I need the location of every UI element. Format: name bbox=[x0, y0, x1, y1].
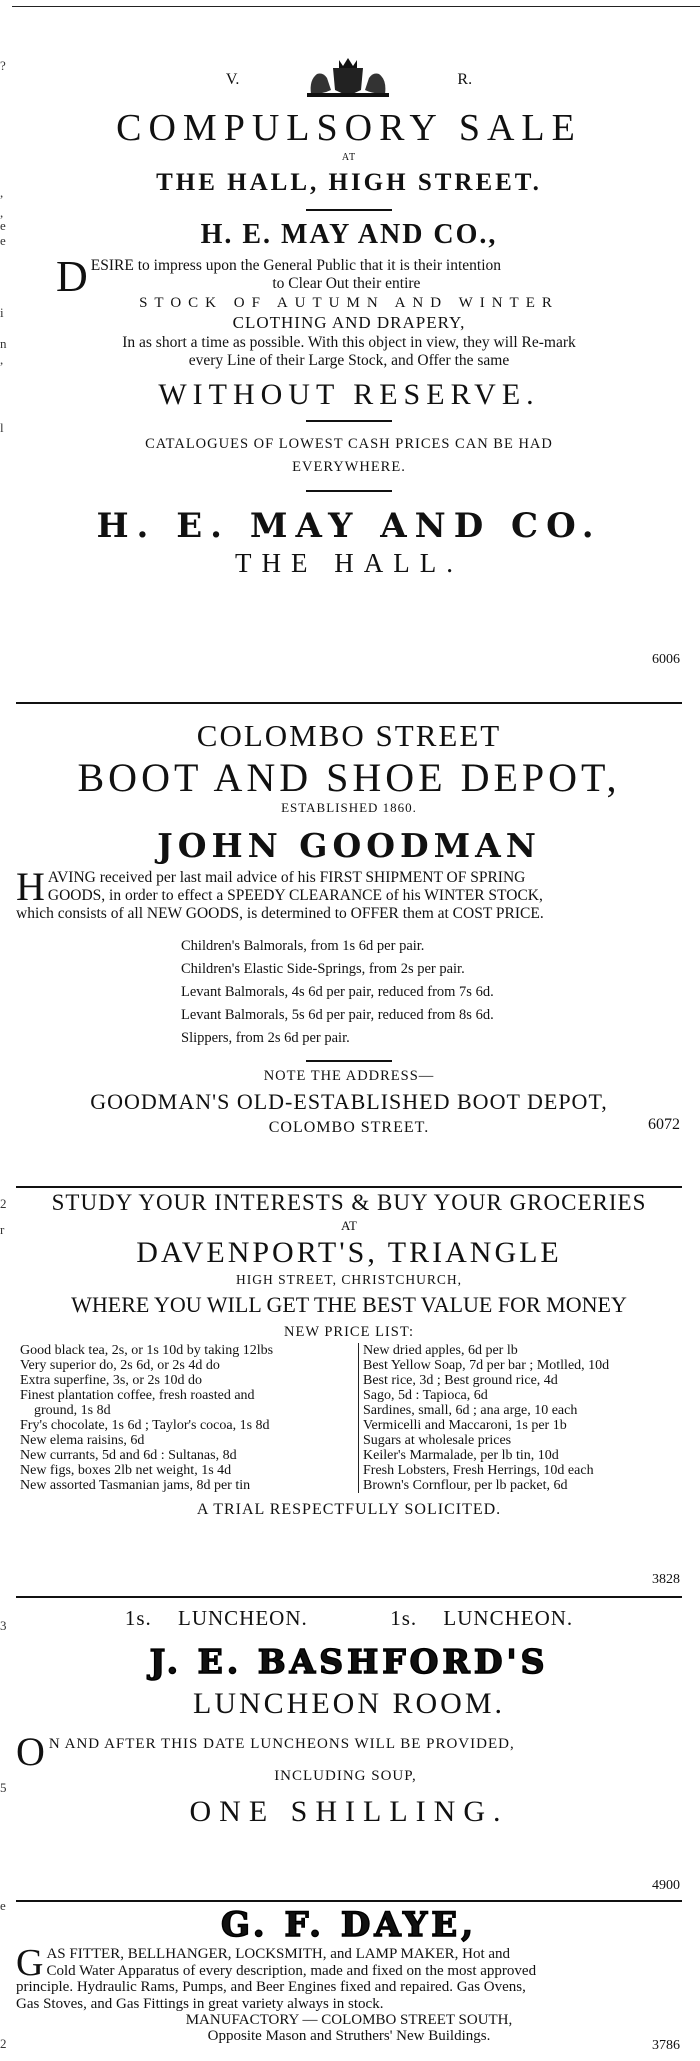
list-item: Sugars at wholesale prices bbox=[363, 1433, 512, 1448]
section-rule bbox=[16, 1596, 682, 1598]
list-item: Keiler's Marmalade, per lb tin, 10d bbox=[363, 1448, 559, 1463]
list-item: Brown's Cornflour, per lb packet, 6d bbox=[363, 1478, 568, 1493]
price-list-title: NEW PRICE LIST: bbox=[283, 1324, 414, 1340]
price-title: ONE SHILLING. bbox=[189, 1795, 509, 1828]
footer-place: THE HALL. bbox=[235, 548, 463, 578]
section-rule bbox=[16, 702, 682, 704]
value-line: WHERE YOU WILL GET THE BEST VALUE FOR MONEY bbox=[71, 1292, 627, 1317]
goodman-paragraph bbox=[16, 864, 682, 923]
luncheon-label: 1s. LUNCHEON. bbox=[390, 1606, 574, 1630]
para-line: Gas Stoves, and Gas Fittings in great variety always in stock. bbox=[16, 1995, 384, 2012]
margin-fragment: e bbox=[0, 1898, 6, 1913]
para-line: INCLUDING SOUP, bbox=[274, 1768, 417, 1784]
list-item: Sago, 5d : Tapioca, 6d bbox=[363, 1388, 488, 1403]
para-line: N AND AFTER THIS DATE LUNCHEONS WILL BE PROVIDED, bbox=[48, 1736, 515, 1752]
margin-fragment: r bbox=[0, 1222, 5, 1237]
ad-number: 6006 bbox=[652, 652, 680, 667]
price-list-left bbox=[16, 1343, 359, 1493]
daye-paragraph bbox=[16, 1942, 682, 2012]
room-title: LUNCHEON ROOM. bbox=[193, 1687, 505, 1720]
section-rule bbox=[16, 1900, 682, 1902]
address-line-2: COLOMBO STREET. bbox=[268, 1119, 430, 1136]
ad-john-goodman bbox=[16, 718, 682, 1137]
list-item: Finest plantation coffee, fresh roasted and bbox=[20, 1388, 255, 1403]
established-line: ESTABLISHED 1860. bbox=[281, 800, 417, 815]
drop-cap: G bbox=[16, 1942, 44, 1984]
location-line: HIGH STREET, CHRISTCHURCH, bbox=[235, 1272, 462, 1287]
note-line: NOTE THE ADDRESS— bbox=[263, 1068, 435, 1084]
list-item: Levant Balmorals, 4s 6d per pair, reduced from 7s 6d. bbox=[181, 984, 494, 1000]
ad-daye bbox=[16, 1905, 682, 2053]
headline: STUDY YOUR INTERESTS & BUY YOUR GROCERIES bbox=[51, 1190, 647, 1215]
body-line: every Line of their Large Stock, and Offer the same bbox=[188, 352, 510, 369]
divider bbox=[306, 1060, 392, 1062]
list-item: Children's Elastic Side-Springs, from 2s per pair. bbox=[181, 961, 465, 977]
ad-number: 3828 bbox=[652, 1572, 680, 1587]
footer-company: H. E. MAY AND CO. bbox=[96, 506, 602, 546]
margin-fragment: i bbox=[0, 305, 4, 320]
street-title: COLOMBO STREET bbox=[196, 718, 502, 753]
list-item: Extra superfine, 3s, or 2s 10d do bbox=[20, 1373, 202, 1388]
list-item: New assorted Tasmanian jams, 8d per tin bbox=[20, 1478, 251, 1493]
margin-fragment: n bbox=[0, 336, 7, 351]
margin-fragment: 5 bbox=[0, 1780, 7, 1795]
drop-cap: H bbox=[16, 864, 45, 909]
without-reserve: WITHOUT RESERVE. bbox=[158, 378, 540, 411]
list-item: New figs, boxes 2lb net weight, 1s 4d bbox=[20, 1463, 232, 1478]
divider bbox=[306, 490, 392, 492]
v-letter: V. bbox=[225, 71, 240, 89]
stock-line: STOCK OF AUTUMN AND WINTER bbox=[139, 295, 559, 311]
ad-bashfords bbox=[16, 1606, 682, 1893]
intro-paragraph bbox=[16, 252, 682, 301]
list-item: Children's Balmorals, from 1s 6d per pair. bbox=[181, 938, 425, 954]
company-name: H. E. MAY AND CO., bbox=[200, 219, 498, 250]
list-item: Very superior do, 2s 6d, or 2s 4d do bbox=[20, 1358, 220, 1373]
list-item: Levant Balmorals, 5s 6d per pair, reduced from 8s 6d. bbox=[181, 1007, 494, 1023]
list-item: New currants, 5d and 6d : Sultanas, 8d bbox=[20, 1448, 237, 1463]
royal-crest-icon bbox=[303, 58, 393, 103]
address-line: GOODMAN'S OLD-ESTABLISHED BOOT DEPOT, bbox=[90, 1089, 608, 1114]
luncheon-paragraph bbox=[16, 1729, 682, 1785]
list-item: Good black tea, 2s, or 1s 10d by taking 12lbs bbox=[20, 1343, 274, 1358]
list-item: Fresh Lobsters, Fresh Herrings, 10d each bbox=[363, 1463, 594, 1478]
list-item: Vermicelli and Maccaroni, 1s per 1b bbox=[363, 1418, 567, 1433]
ad-davenports bbox=[16, 1190, 682, 1587]
margin-fragment: , bbox=[0, 352, 4, 367]
intro-line: ESIRE to impress upon the General Public that it is their intention bbox=[90, 257, 502, 274]
catalogue-line: CATALOGUES OF LOWEST CASH PRICES CAN BE HAD bbox=[145, 436, 553, 452]
divider bbox=[306, 420, 392, 422]
drop-cap: O bbox=[16, 1729, 46, 1774]
margin-fragment: e bbox=[0, 218, 6, 233]
para-line: Cold Water Apparatus of every description, made and fixed on the most approved bbox=[46, 1962, 537, 1979]
para-line: which consists of all NEW GOODS, is determined to OFFER them at COST PRICE. bbox=[16, 905, 544, 922]
margin-fragment: e bbox=[0, 233, 6, 248]
body-line: In as short a time as possible. With this object in view, they will Re-mark bbox=[122, 334, 576, 351]
list-item: New dried apples, 6d per lb bbox=[363, 1343, 518, 1358]
margin-fragment: l bbox=[0, 420, 4, 435]
luncheon-header bbox=[16, 1606, 682, 1631]
list-item: ground, 1s 8d bbox=[20, 1403, 111, 1418]
luncheon-label: 1s. LUNCHEON. bbox=[124, 1606, 308, 1630]
section-rule bbox=[16, 1186, 682, 1188]
at-label: AT bbox=[341, 1218, 357, 1233]
list-item: New elema raisins, 6d bbox=[20, 1433, 145, 1448]
store-name: DAVENPORT'S, TRIANGLE bbox=[136, 1236, 562, 1269]
para-line: AVING received per last mail advice of his FIRST SHIPMENT OF SPRING bbox=[47, 869, 526, 886]
para-line: GOODS, in order to effect a SPEEDY CLEARANCE of his WINTER STOCK, bbox=[47, 887, 543, 904]
price-list-right bbox=[359, 1343, 683, 1493]
compulsory-sale-title: COMPULSORY SALE bbox=[116, 107, 582, 149]
trial-line: A TRIAL RESPECTFULLY SOLICITED. bbox=[196, 1501, 502, 1518]
list-item: Fry's chocolate, 1s 6d ; Taylor's cocoa, 1s 8d bbox=[20, 1418, 270, 1433]
list-item: Slippers, from 2s 6d per pair. bbox=[181, 1030, 350, 1046]
para-line: principle. Hydraulic Rams, Pumps, and Beer Engines fixed and repaired. Gas Ovens, bbox=[16, 1979, 526, 1995]
margin-fragment: 2 bbox=[0, 2036, 7, 2051]
margin-fragment: 2 bbox=[0, 1196, 7, 1211]
intro-line: to Clear Out their entire bbox=[272, 275, 421, 292]
divider bbox=[306, 209, 392, 211]
ad-number: 3786 bbox=[652, 2038, 680, 2053]
proprietor-name: G. F. DAYE, bbox=[220, 1905, 478, 1945]
at-label: AT bbox=[341, 152, 357, 163]
margin-fragment: 3 bbox=[0, 1618, 7, 1633]
depot-title: BOOT AND SHOE DEPOT, bbox=[77, 755, 621, 800]
margin-fragment: ? bbox=[0, 58, 6, 73]
top-rule bbox=[12, 6, 700, 7]
ad-may-and-co bbox=[16, 58, 682, 667]
opposite-line: Opposite Mason and Struthers' New Buildings. bbox=[207, 2028, 491, 2044]
proprietor-name: J. E. BASHFORD'S bbox=[149, 1642, 549, 1681]
r-letter: R. bbox=[457, 71, 473, 89]
catalogue-line: EVERYWHERE. bbox=[292, 459, 406, 475]
royal-header bbox=[16, 58, 682, 98]
venue-title: THE HALL, HIGH STREET. bbox=[156, 169, 542, 196]
ad-number: 4900 bbox=[652, 1878, 680, 1893]
price-list-table bbox=[16, 1343, 682, 1493]
proprietor-name: JOHN GOODMAN bbox=[157, 826, 541, 865]
manufactory-line: MANUFACTORY — COLOMBO STREET SOUTH, bbox=[185, 2012, 513, 2028]
ad-number: 6072 bbox=[648, 1116, 680, 1133]
drop-cap: D bbox=[56, 252, 88, 301]
list-item: Best rice, 3d ; Best ground rice, 4d bbox=[363, 1373, 558, 1388]
list-item: Best Yellow Soap, 7d per bar ; Motlled, 10d bbox=[363, 1358, 610, 1373]
item-list bbox=[181, 935, 682, 1050]
margin-fragment: , bbox=[0, 205, 4, 220]
clothing-line: CLOTHING AND DRAPERY, bbox=[232, 313, 466, 332]
para-line: AS FITTER, BELLHANGER, LOCKSMITH, and LAMP MAKER, Hot and bbox=[46, 1946, 511, 1962]
list-item: Sardines, small, 6d ; ana arge, 10 each bbox=[363, 1403, 578, 1418]
margin-fragment: , bbox=[0, 185, 4, 200]
